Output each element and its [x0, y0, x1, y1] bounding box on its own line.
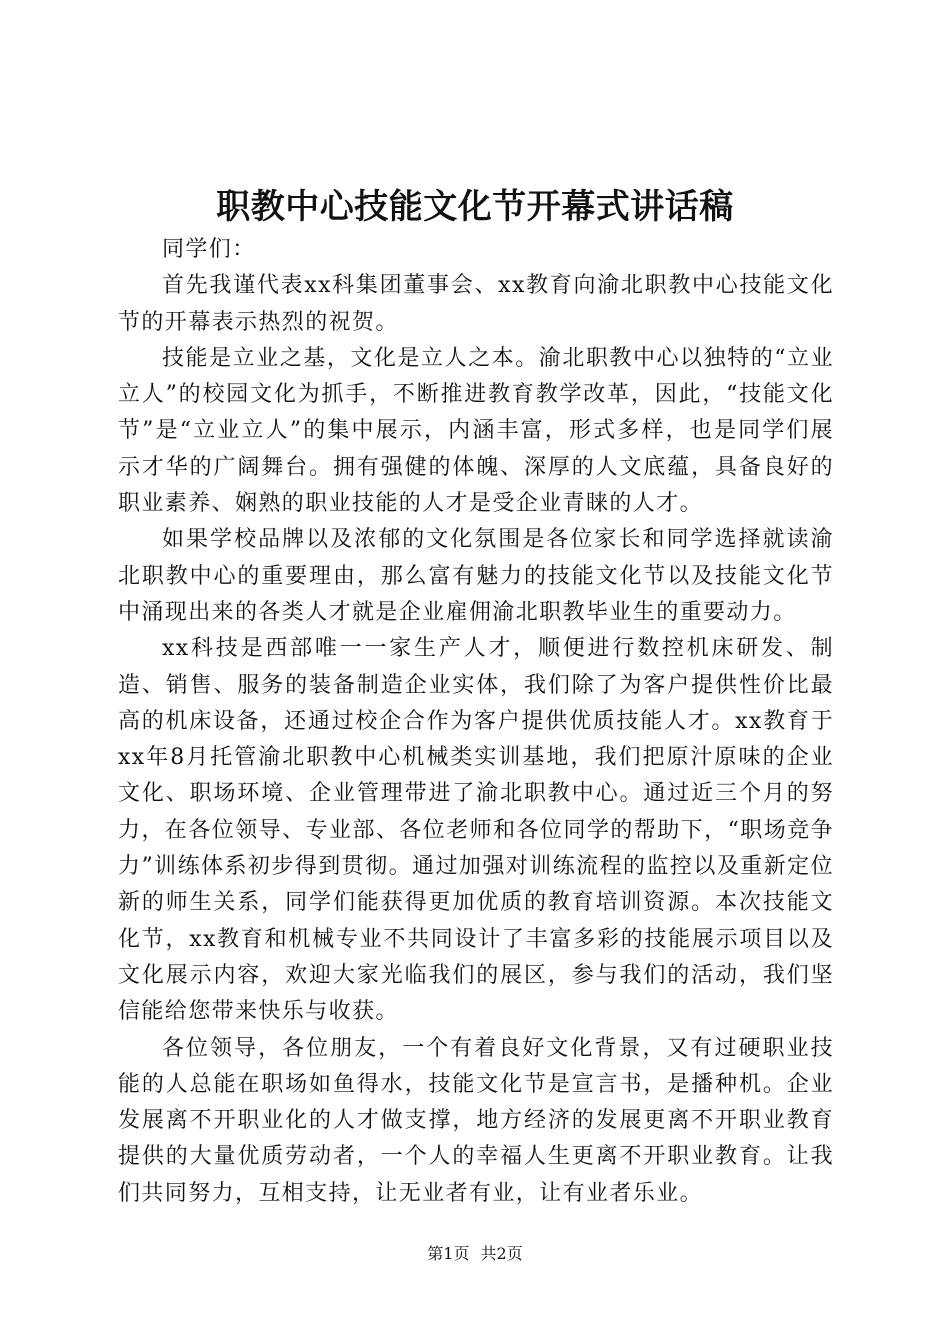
paragraph-3: 如果学校品牌以及浓郁的文化氛围是各位家长和同学选择就读渝北职教中心的重要理由，那么富有魅力的技能文化节以及技能文化节中涌现出来的各类人才就是企业雇佣渝北职教毕业生的重要动力。	[118, 527, 834, 625]
page-total: 共2页	[480, 1244, 523, 1263]
greeting: 同学们：	[162, 237, 256, 262]
paragraph-2: 技能是立业之基，文化是立人之本。渝北职教中心以独特的“立业立人”的校园文化为抓手，不断推进教育教学改革，因此，“技能文化节”是“立业立人”的集中展示，内涵丰富，形式多样，也是同学们展示才华的广阔舞台。拥有强健的体魄、深厚的人文底蕴，具备良好的职业素养、娴熟的职业技能的人才是受企业青睐的人才。	[118, 345, 834, 517]
document-body	[118, 232, 834, 1212]
paragraph-5: 各位领导，各位朋友，一个有着良好文化背景，又有过硬职业技能的人总能在职场如鱼得水，技能文化节是宣言书，是播种机。企业发展离不开职业化的人才做支撑，地方经济的发展更离不开职业教育提供的大量优质劳动者，一个人的幸福人生更离不开职业教育。让我们共同努力，互相支持，让无业者有业，让有业者乐业。	[118, 1035, 834, 1206]
paragraph-4: xx科技是西部唯一一家生产人才，顺便进行数控机床研发、制造、销售、服务的装备制造企业实体，我们除了为客户提供性价比最高的机床设备，还通过校企合作为客户提供优质技能人才。xx教育于xx年8月托管渝北职教中心机械类实训基地，我们把原汁原味的企业文化、职场环境、企业管理带进了渝北职教中心。通过近三个月的努力，在各位领导、专业部、各位老师和各位同学的帮助下，“职场竞争力”训练体系初步得到贯彻。通过加强对训练流程的监控以及重新定位新的师生关系，同学们能获得更加优质的教育培训资源。本次技能文化节，xx教育和机械专业不共同设计了丰富多彩的技能展示项目以及文化展示内容，欢迎大家光临我们的展区，参与我们的活动，我们坚信能给您带来快乐与收获。	[118, 636, 834, 1025]
page-number: 第1页	[427, 1244, 470, 1263]
paragraph-1: 首先我谨代表xx科集团董事会、xx教育向渝北职教中心技能文化节的开幕表示热烈的祝贺。	[118, 273, 834, 335]
page-footer	[0, 1244, 950, 1264]
document-title: 职教中心技能文化节开幕式讲话稿	[216, 187, 734, 227]
